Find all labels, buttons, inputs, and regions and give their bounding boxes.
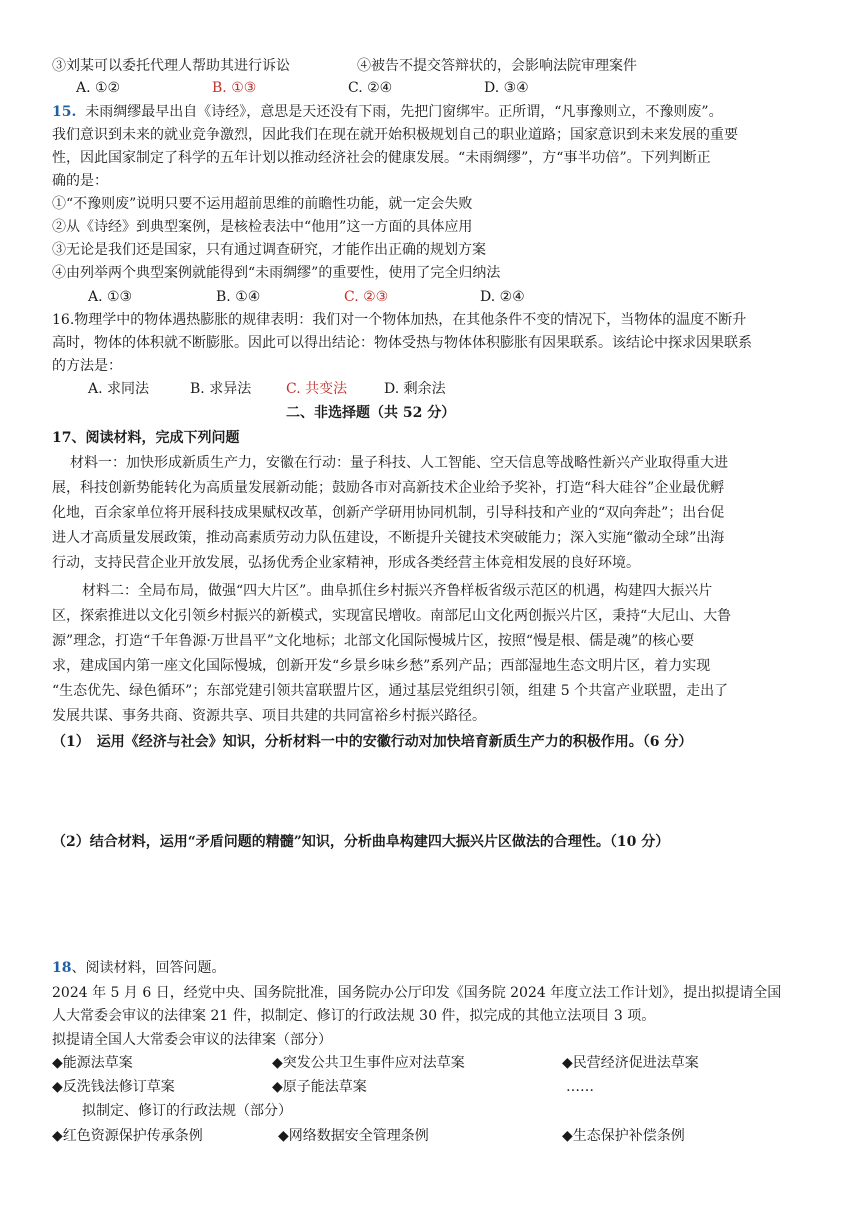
q17-material2-line-1: 材料二：全局布局，做强“四大片区”。曲阜抓住乡村振兴齐鲁样板省级示范区的机遇，构建四大振兴片 <box>82 583 713 599</box>
q18-title: 18、阅读材料，回答问题。 <box>52 960 226 976</box>
q17-subquestion-1: （1） 运用《经济与社会》知识，分析材料一中的安徽行动对加快培育新质生产力的积极作用。（6 分） <box>52 734 693 750</box>
law-item: ◆民营经济促进法草案 <box>562 1055 699 1071</box>
q17-material1-line-2: 展，科技创新势能转化为高质量发展新动能；鼓励各市对高新技术企业给予奖补，打造“科大硅谷”企业最优孵 <box>52 480 725 496</box>
q18-list1-row-1 <box>52 1053 699 1073</box>
q15-option-a: A. ①③ <box>88 289 133 305</box>
q15-statement-2: ②从《诗经》到典型案例，是核检表法中“他用”这一方面的具体应用 <box>52 219 473 235</box>
q18-number: 18 <box>52 960 72 976</box>
q14-options <box>76 78 529 98</box>
q16-option-a: A. 求同法 <box>88 381 150 397</box>
q14-option-d: D. ③④ <box>484 80 529 96</box>
q14-option-a: A. ①② <box>76 80 121 96</box>
q15-line-1: 15. 未雨绸缪最早出自《诗经》，意思是天还没有下雨，先把门窗绑牢。正所谓，“凡事豫则立，不豫则废”。 <box>52 104 723 120</box>
q17-material2-line-6: 发展共谋、事务共商、资源共享、项目共建的共同富裕乡村振兴路径。 <box>52 708 486 724</box>
law-item: ◆原子能法草案 <box>272 1079 367 1095</box>
q14-statement-4: ④被告不提交答辩状的，会影响法院审理案件 <box>357 58 637 74</box>
regulation-item: ◆生态保护补偿条例 <box>562 1128 685 1144</box>
q15-line-4: 确的是： <box>52 173 108 189</box>
q15-line-2: 我们意识到未来的就业竞争激烈，因此我们在现在就开始积极规划自己的职业道路；国家意识到未来发展的重要 <box>52 127 738 143</box>
q18-list1-title: 拟提请全国人大常委会审议的法律案（部分） <box>52 1032 332 1048</box>
section-2-title: 二、非选择题（共 52 分） <box>286 405 456 421</box>
q17-material2-line-4: 求，建成国内第一座文化国际慢城，创新开发“乡景乡味乡愁”系列产品；西部湿地生态文明片区，着力实现 <box>52 658 711 674</box>
q16-line-2: 高时，物体的体积就不断膨胀。因此可以得出结论：物体受热与物体体积膨胀有因果联系。该结论中探求因果联系 <box>52 335 752 351</box>
q17-material1-line-1: 材料一：加快形成新质生产力，安徽在行动：量子科技、人工智能、空天信息等战略性新兴产业取得重大进 <box>70 455 728 471</box>
law-item: ◆能源法草案 <box>52 1055 133 1071</box>
q15-line-3: 性，因此国家制定了科学的五年计划以推动经济社会的健康发展。“未雨绸缪”，方“事半功倍”。下列判断正 <box>52 150 711 166</box>
q16-line-3: 的方法是： <box>52 358 122 374</box>
q17-material1-line-4: 进人才高质量发展政策，推动高素质劳动力队伍建设，不断提升关键技术突破能力；深入实施“徽动全球”出海 <box>52 530 725 546</box>
ellipsis: …… <box>566 1079 594 1095</box>
q16-option-b: B. 求异法 <box>190 381 252 397</box>
q15-statement-3: ③无论是我们还是国家，只有通过调查研究，才能作出正确的规划方案 <box>52 242 486 258</box>
q16-option-d: D. 剩余法 <box>384 381 446 397</box>
q17-subquestion-2: （2）结合材料，运用“矛盾问题的精髓”知识，分析曲阜构建四大振兴片区做法的合理性。（10 分） <box>52 834 670 850</box>
q16-options <box>88 379 446 399</box>
q17-material1-line-3: 化地，百余家单位将开展科技成果赋权改革，创新产学研用协同机制，引导科技和产业的“双向奔赴”；出台促 <box>52 505 725 521</box>
q16-line-1: 16.物理学中的物体遇热膨胀的规律表明：我们对一个物体加热，在其他条件不变的情况下，当物体的温度不断升 <box>52 312 747 328</box>
q17-material1-line-5: 行动，支持民营企业开放发展，弘扬优秀企业家精神，形成各类经营主体竞相发展的良好环境。 <box>52 555 640 571</box>
q16-option-c: C. 共变法 <box>286 381 348 397</box>
q14-option-c: C. ②④ <box>348 80 393 96</box>
q18-list2-title: 拟制定、修订的行政法规（部分） <box>82 1103 292 1119</box>
q15-statement-4: ④由列举两个典型案例就能得到“未雨绸缪”的重要性，使用了完全归纳法 <box>52 265 501 281</box>
q15-option-b: B. ①④ <box>216 289 261 305</box>
q15-option-d: D. ②④ <box>480 289 525 305</box>
q18-line-1: 2024 年 5 月 6 日，经党中央、国务院批准，国务院办公厅印发《国务院 2024 年度立法工作计划》，提出拟提请全国 <box>52 985 782 1001</box>
q17-material2-line-2: 区，探索推进以文化引领乡村振兴的新模式，实现富民增收。南部尼山文化两创振兴片区，秉持“大尼山、大鲁 <box>52 608 732 624</box>
q15-options <box>88 287 525 307</box>
q14-statement-3: ③刘某可以委托代理人帮助其进行诉讼 <box>52 58 290 74</box>
q18-line-2: 人大常委会审议的法律案 21 件，拟制定、修订的行政法规 30 件，拟完成的其他立法项目 3 项。 <box>52 1008 656 1024</box>
q15-statement-1: ①“不豫则废”说明只要不运用超前思维的前瞻性功能，就一定会失败 <box>52 196 473 212</box>
law-item: ◆突发公共卫生事件应对法草案 <box>272 1055 465 1071</box>
q15-option-c: C. ②③ <box>344 289 389 305</box>
regulation-item: ◆红色资源保护传承条例 <box>52 1128 203 1144</box>
q14-option-b: B. ①③ <box>212 80 257 96</box>
q17-title: 17、阅读材料，完成下列问题 <box>52 430 240 446</box>
q15-number: 15. <box>52 104 77 120</box>
regulation-item: ◆网络数据安全管理条例 <box>278 1128 429 1144</box>
law-item: ◆反洗钱法修订草案 <box>52 1079 175 1095</box>
q18-list1-row-2 <box>52 1077 594 1097</box>
q17-material2-line-3: 源”理念，打造“千年鲁源·万世昌平”文化地标；北部文化国际慢城片区，按照“慢是根、儒是魂”的核心要 <box>52 633 695 649</box>
q18-list2-row-1 <box>52 1126 685 1146</box>
q17-material2-line-5: “生态优先、绿色循环”；东部党建引领共富联盟片区，通过基层党组织引领，组建 5 个共富产业联盟，走出了 <box>52 683 729 699</box>
